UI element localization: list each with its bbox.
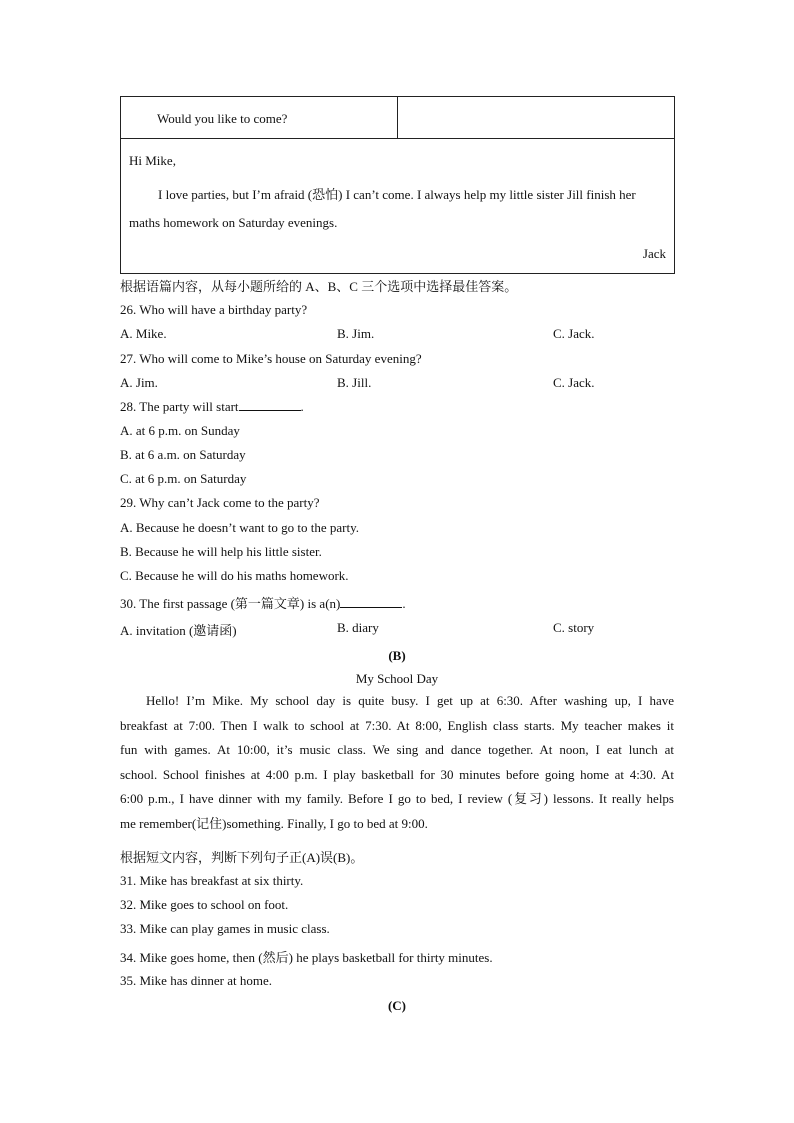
q26-option-c[interactable]: C. Jack. — [553, 326, 595, 341]
q26-option-b[interactable]: B. Jim. — [337, 326, 375, 341]
passage-line: fun with games. At 10:00, it’s music class. We sing and dance together. At noon, I eat lunch at — [120, 742, 674, 757]
section-a-instruction: 根据语篇内容，从每小题所给的 A、B、C 三个选项中选择最佳答案。 — [120, 279, 518, 294]
passage-line: school. School finishes at 4:00 p.m. I play basketball for 30 minutes before going home at 4:30. At — [120, 766, 674, 782]
passage-line: Hello! I’m Mike. My school day is quite busy. I get up at 6:30. After washing up, I have — [146, 693, 674, 708]
q28-option-b[interactable]: B. at 6 a.m. on Saturday — [120, 447, 246, 462]
passage-title: My School Day — [355, 671, 439, 686]
table-divider-horizontal — [121, 138, 674, 139]
q30-option-b[interactable]: B. diary — [337, 620, 379, 635]
q27-option-c[interactable]: C. Jack. — [553, 375, 595, 390]
passage-line: 6:00 p.m., I have dinner with my family. Before I go to bed, I review (复习) lessons. It really helps — [120, 791, 674, 806]
section-c-label: (C) — [387, 998, 407, 1013]
question-29: 29. Why can’t Jack come to the party? — [120, 495, 320, 510]
statement-34: 34. Mike goes home, then (然后) he plays basketball for thirty minutes. — [120, 950, 493, 965]
q27-option-a[interactable]: A. Jim. — [120, 375, 158, 390]
question-26: 26. Who will have a birthday party? — [120, 302, 308, 317]
reply-table — [120, 96, 675, 274]
answer-blank — [340, 596, 402, 608]
q28-option-c[interactable]: C. at 6 p.m. on Saturday — [120, 471, 247, 486]
letter-greeting: Hi Mike, — [129, 153, 176, 168]
question-27: 27. Who will come to Mike’s house on Saturday evening? — [120, 351, 422, 366]
answer-blank — [239, 399, 301, 411]
q29-option-a[interactable]: A. Because he doesn’t want to go to the party. — [120, 520, 359, 535]
q29-option-c[interactable]: C. Because he will do his maths homework. — [120, 568, 349, 583]
section-b-instruction: 根据短文内容，判断下列句子正(A)误(B)。 — [120, 850, 364, 865]
statement-33: 33. Mike can play games in music class. — [120, 921, 330, 936]
q27-option-b[interactable]: B. Jill. — [337, 375, 372, 390]
q28-option-a[interactable]: A. at 6 p.m. on Sunday — [120, 423, 240, 438]
question-28 — [120, 399, 304, 415]
question-30-stem: 30. The first passage (第一篇文章) is a(n) — [120, 596, 341, 611]
statement-35: 35. Mike has dinner at home. — [120, 973, 272, 988]
letter-body-line-2: maths homework on Saturday evenings. — [129, 215, 338, 230]
question-28-stem: 28. The party will start — [120, 399, 239, 414]
statement-32: 32. Mike goes to school on foot. — [120, 897, 289, 912]
q30-option-c[interactable]: C. story — [553, 620, 595, 635]
statement-31: 31. Mike has breakfast at six thirty. — [120, 873, 304, 888]
table-title: Would you like to come? — [157, 111, 288, 126]
section-b-label: (B) — [388, 648, 406, 663]
q30-option-a[interactable]: A. invitation (邀请函) — [120, 623, 237, 638]
q29-option-b[interactable]: B. Because he will help his little sister. — [120, 544, 322, 559]
passage-line: breakfast at 7:00. Then I walk to school at 7:30. At 8:00, English class starts. My teacher makes it — [120, 717, 674, 733]
table-divider-vertical — [397, 97, 398, 138]
q26-option-a[interactable]: A. Mike. — [120, 326, 167, 341]
letter-body-line-1: I love parties, but I’m afraid (恐怕) I can’t come. I always help my little sister Jill finish her — [158, 187, 636, 202]
passage-line: me remember(记住)something. Finally, I go to bed at 9:00. — [120, 815, 428, 831]
question-28-end: . — [300, 399, 304, 414]
passage-body — [120, 689, 674, 836]
letter-signature: Jack — [642, 246, 666, 261]
question-30 — [120, 593, 406, 612]
question-30-end: . — [402, 596, 406, 611]
